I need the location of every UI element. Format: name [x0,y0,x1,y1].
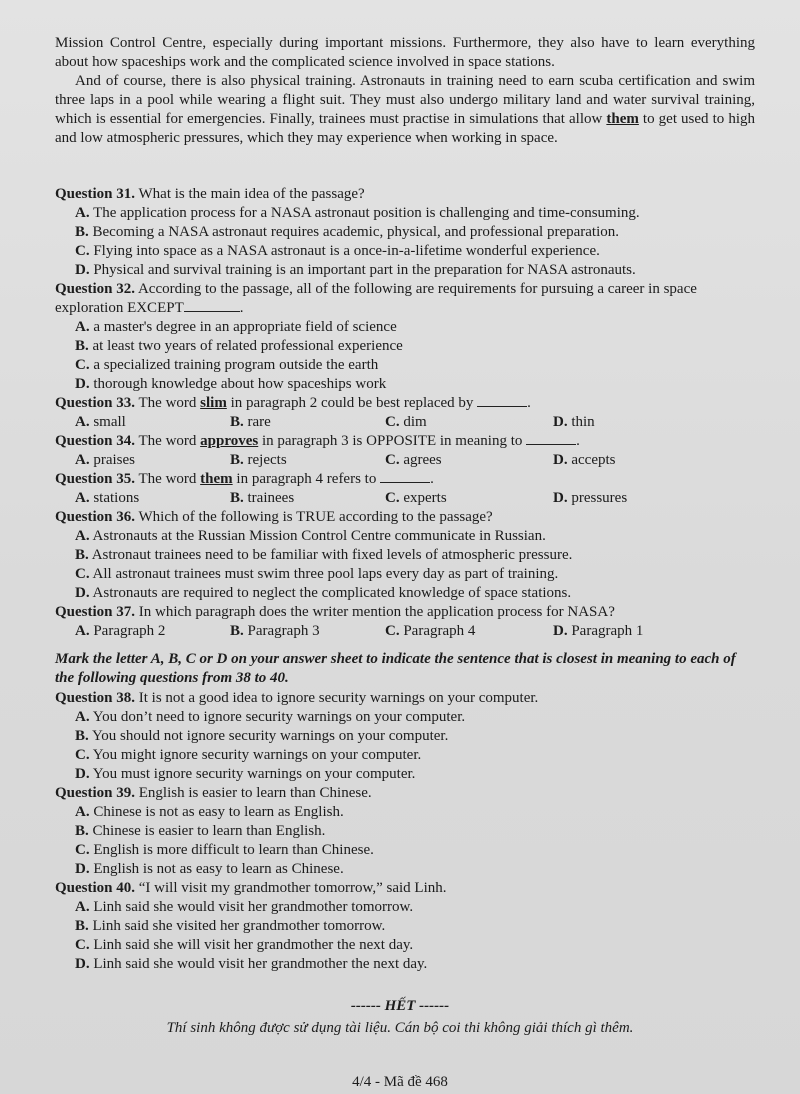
option-d[interactable]: D. English is not as easy to learn as Chinese. [75,861,344,877]
option-c[interactable]: C. dim [385,414,427,430]
question-label: Question 35. [55,471,136,487]
question-label: Question 34. [55,433,136,449]
section-instruction: Mark the letter A, B, C or D on your answer sheet to indicate the sentence that is closest in meaning to each of the following questions from 38 to 40. [55,651,736,686]
question-label: Question 32. [55,281,136,297]
option-a[interactable]: A. stations [75,490,140,506]
question-label: Question 38. [55,690,136,706]
question-31 [55,185,755,280]
option-c[interactable]: C. English is more difficult to learn than Chinese. [75,842,374,858]
option-d[interactable]: D. pressures [553,490,628,506]
option-d[interactable]: D. You must ignore security warnings on your computer. [75,766,416,782]
question-34: Question 34. The word approves in paragraph 3 is OPPOSITE in meaning to . A. praises B. rejects C. agrees D. accepts [55,432,755,470]
option-d[interactable]: D. Astronauts are required to neglect the complicated knowledge of space stations. [75,585,572,601]
option-d[interactable]: D. thorough knowledge about how spaceships work [75,376,387,392]
paragraph-physical-training: And of course, there is also physical training. Astronauts in training need to earn scuba certification and swim three laps in a pool while wearing a flight suit. They must also undergo military land and water survival training, which is essential for emergencies. Finally, trainees must practise in simulations that allow them to get used to high and low atmospheric pressures, which they may experience when working in space. [55,73,755,146]
question-stem: Which of the following is TRUE according to the passage? [138,509,493,525]
option-c[interactable]: C. Linh said she will visit her grandmother the next day. [75,937,414,953]
question-stem: It is not a good idea to ignore security warnings on your computer. [138,690,539,706]
option-b[interactable]: B. trainees [230,490,295,506]
option-c[interactable]: C. Flying into space as a NASA astronaut is a once-in-a-lifetime wonderful experience. [75,243,600,259]
question-38 [55,689,755,784]
question-stem: What is the main idea of the passage? [138,186,365,202]
option-b[interactable]: B. Astronaut trainees need to be familiar with fixed levels of atmospheric pressure. [75,547,573,563]
option-b[interactable]: B. rare [230,414,271,430]
option-a[interactable]: A. You don’t need to ignore security warnings on your computer. [75,709,466,725]
question-32: Question 32. According to the passage, all of the following are requirements for pursuing a career in space exploration EXCEPT . A. a master's degree in an appropriate field of science B. at least two years of related professional experience C. a specialized training program outside the earth D. thorough knowledge about how spaceships work [55,280,755,394]
underlined-word-them: them [606,111,639,127]
question-stem: According to the passage, all of the following are requirements for pursuing a career in space exploration EXCEPT [55,281,697,316]
target-word-them: them [200,471,233,487]
reading-questions [55,185,755,641]
question-label: Question 33. [55,395,136,411]
option-b[interactable]: B. You should not ignore security warnings on your computer. [75,728,449,744]
question-36 [55,508,755,603]
option-a[interactable]: A. Paragraph 2 [75,623,166,639]
answer-blank [526,432,576,445]
paragraph-continuation: Mission Control Centre, especially during important missions. Furthermore, they also have to learn everything about how spaceships work and the complicated science involved in space stations. [55,35,755,70]
question-stem: English is easier to learn than Chinese. [138,785,372,801]
question-stem: “I will visit my grandmother tomorrow,” said Linh. [138,880,447,896]
option-c[interactable]: C. a specialized training program outside the earth [75,357,379,373]
option-c[interactable]: C. All astronaut trainees must swim three pool laps every day as part of training. [75,566,559,582]
option-d[interactable]: D. Physical and survival training is an important part in the preparation for NASA astronauts. [75,262,636,278]
target-word-approves: approves [200,433,259,449]
option-d[interactable]: D. thin [553,414,595,430]
option-b[interactable]: B. Linh said she visited her grandmother tomorrow. [75,918,386,934]
option-b[interactable]: B. at least two years of related professional experience [75,338,403,354]
option-a[interactable]: A. a master's degree in an appropriate field of science [75,319,397,335]
option-a[interactable]: A. Astronauts at the Russian Mission Control Centre communicate in Russian. [75,528,546,544]
option-c[interactable]: C. experts [385,490,447,506]
question-label: Question 37. [55,604,136,620]
sentence-questions [55,650,755,974]
target-word-slim: slim [200,395,227,411]
option-b[interactable]: B. Paragraph 3 [230,623,320,639]
option-a[interactable]: A. small [75,414,126,430]
option-d[interactable]: D. accepts [553,452,616,468]
question-label: Question 40. [55,880,136,896]
page-footer: 4/4 - Mã đề 468 [352,1074,448,1090]
end-mark: ------ HẾT ------ [350,998,450,1014]
answer-blank [380,470,430,483]
option-c[interactable]: C. You might ignore security warnings on your computer. [75,747,422,763]
question-stem: In which paragraph does the writer mention the application process for NASA? [138,604,615,620]
reading-passage [55,34,755,148]
option-b[interactable]: B. Chinese is easier to learn than English. [75,823,326,839]
answer-blank [477,394,527,407]
option-c[interactable]: C. agrees [385,452,442,468]
option-b[interactable]: B. Becoming a NASA astronaut requires academic, physical, and professional preparation. [75,224,620,240]
question-35: Question 35. The word them in paragraph 4 refers to . A. stations B. trainees C. experts D. pressures [55,470,755,508]
option-a[interactable]: A. Linh said she would visit her grandmother tomorrow. [75,899,414,915]
option-a[interactable]: A. The application process for a NASA astronaut position is challenging and time-consuming. [75,205,640,221]
option-c[interactable]: C. Paragraph 4 [385,623,476,639]
option-b[interactable]: B. rejects [230,452,287,468]
question-39 [55,784,755,879]
option-d[interactable]: D. Linh said she would visit her grandmother the next day. [75,956,428,972]
answer-blank [184,299,240,312]
question-33: Question 33. The word slim in paragraph 2 could be best replaced by . A. small B. rare C. dim D. thin [55,394,755,432]
option-d[interactable]: D. Paragraph 1 [553,623,644,639]
option-a[interactable]: A. praises [75,452,135,468]
question-label: Question 36. [55,509,136,525]
question-37 [55,603,755,641]
question-label: Question 31. [55,186,136,202]
option-a[interactable]: A. Chinese is not as easy to learn as English. [75,804,344,820]
question-label: Question 39. [55,785,136,801]
question-40 [55,879,755,974]
end-note: Thí sinh không được sử dụng tài liệu. Cán bộ coi thi không giải thích gì thêm. [166,1020,634,1036]
